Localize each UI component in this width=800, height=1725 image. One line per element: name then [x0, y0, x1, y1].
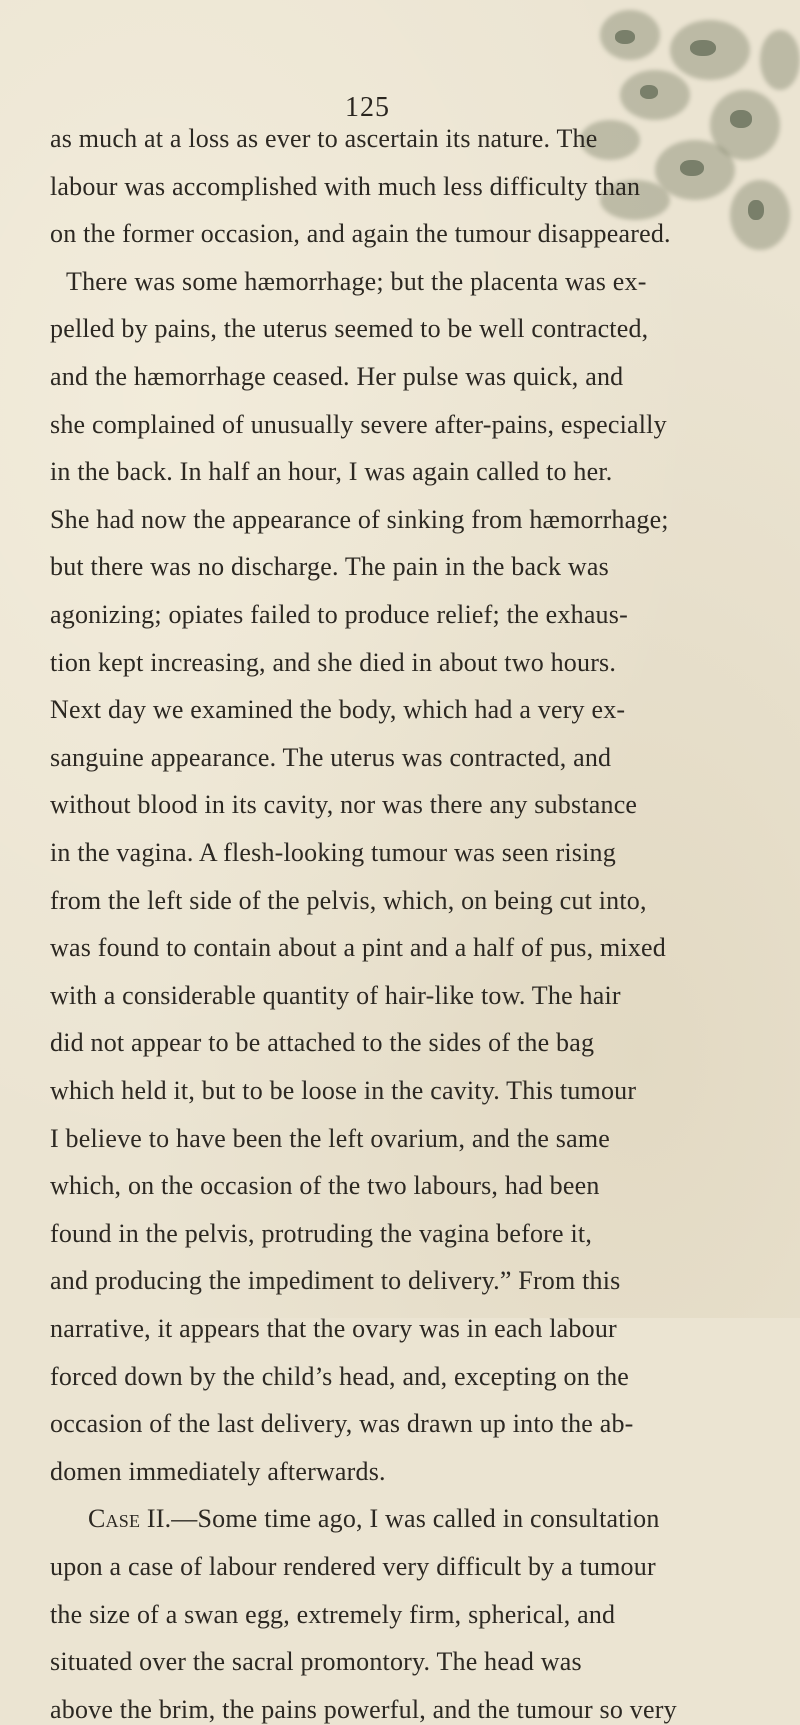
text-line: was found to contain about a pint and a half of pus, mixed — [50, 933, 666, 962]
text-line: occasion of the last delivery, was drawn up into the ab- — [50, 1409, 634, 1438]
text-line: domen immediately afterwards. — [50, 1457, 386, 1486]
case-first-line: —Some time ago, I was called in consultation — [171, 1504, 660, 1533]
text-line: she complained of unusually severe after-pains, especially — [50, 410, 667, 439]
text-line: and the hæmorrhage ceased. Her pulse was quick, and — [50, 362, 624, 391]
text-line: labour was accomplished with much less difficulty than — [50, 172, 641, 201]
text-line: without blood in its cavity, nor was there any substance — [50, 790, 638, 819]
case-heading-line — [88, 1504, 660, 1534]
text-line: She had now the appearance of sinking from hæmorrhage; — [50, 505, 669, 534]
text-line: I believe to have been the left ovarium, and the same — [50, 1124, 610, 1153]
text-line: agonizing; opiates failed to produce relief; the exhaus- — [50, 600, 628, 629]
text-line: in the vagina. A flesh-looking tumour was seen rising — [50, 838, 616, 867]
text-line: which held it, but to be loose in the cavity. This tumour — [50, 1076, 637, 1105]
case-label: Case II. — [88, 1504, 172, 1533]
text-line: Next day we examined the body, which had a very ex- — [50, 695, 626, 724]
text-line: and producing the impediment to delivery.” From this — [50, 1266, 621, 1295]
text-line: but there was no discharge. The pain in the back was — [50, 552, 609, 581]
text-line: There was some hæmorrhage; but the placenta was ex- — [66, 267, 647, 296]
text-line: did not appear to be attached to the sides of the bag — [50, 1028, 595, 1057]
text-line: upon a case of labour rendered very difficult by a tumour — [50, 1552, 656, 1581]
text-line: tion kept increasing, and she died in about two hours. — [50, 648, 617, 677]
text-line: sanguine appearance. The uterus was contracted, and — [50, 743, 612, 772]
text-line: situated over the sacral promontory. The head was — [50, 1647, 582, 1676]
text-line: as much at a loss as ever to ascertain its nature. The — [50, 124, 598, 153]
text-line: which, on the occasion of the two labours, had been — [50, 1171, 600, 1200]
page-number: 125 — [345, 92, 390, 123]
text-line: in the back. In half an hour, I was again called to her. — [50, 457, 613, 486]
text-line: the size of a swan egg, extremely firm, spherical, and — [50, 1600, 616, 1629]
text-line: on the former occasion, and again the tumour disappeared. — [50, 219, 671, 248]
text-line: pelled by pains, the uterus seemed to be well contracted, — [50, 314, 649, 343]
text-line: forced down by the child’s head, and, excepting on the — [50, 1362, 630, 1391]
text-line: narrative, it appears that the ovary was in each labour — [50, 1314, 617, 1343]
text-line: found in the pelvis, protruding the vagina before it, — [50, 1219, 593, 1248]
text-line: with a considerable quantity of hair-like tow. The hair — [50, 981, 621, 1010]
text-line: from the left side of the pelvis, which, on being cut into, — [50, 886, 647, 915]
text-line: above the brim, the pains powerful, and the tumour so very — [50, 1695, 677, 1724]
